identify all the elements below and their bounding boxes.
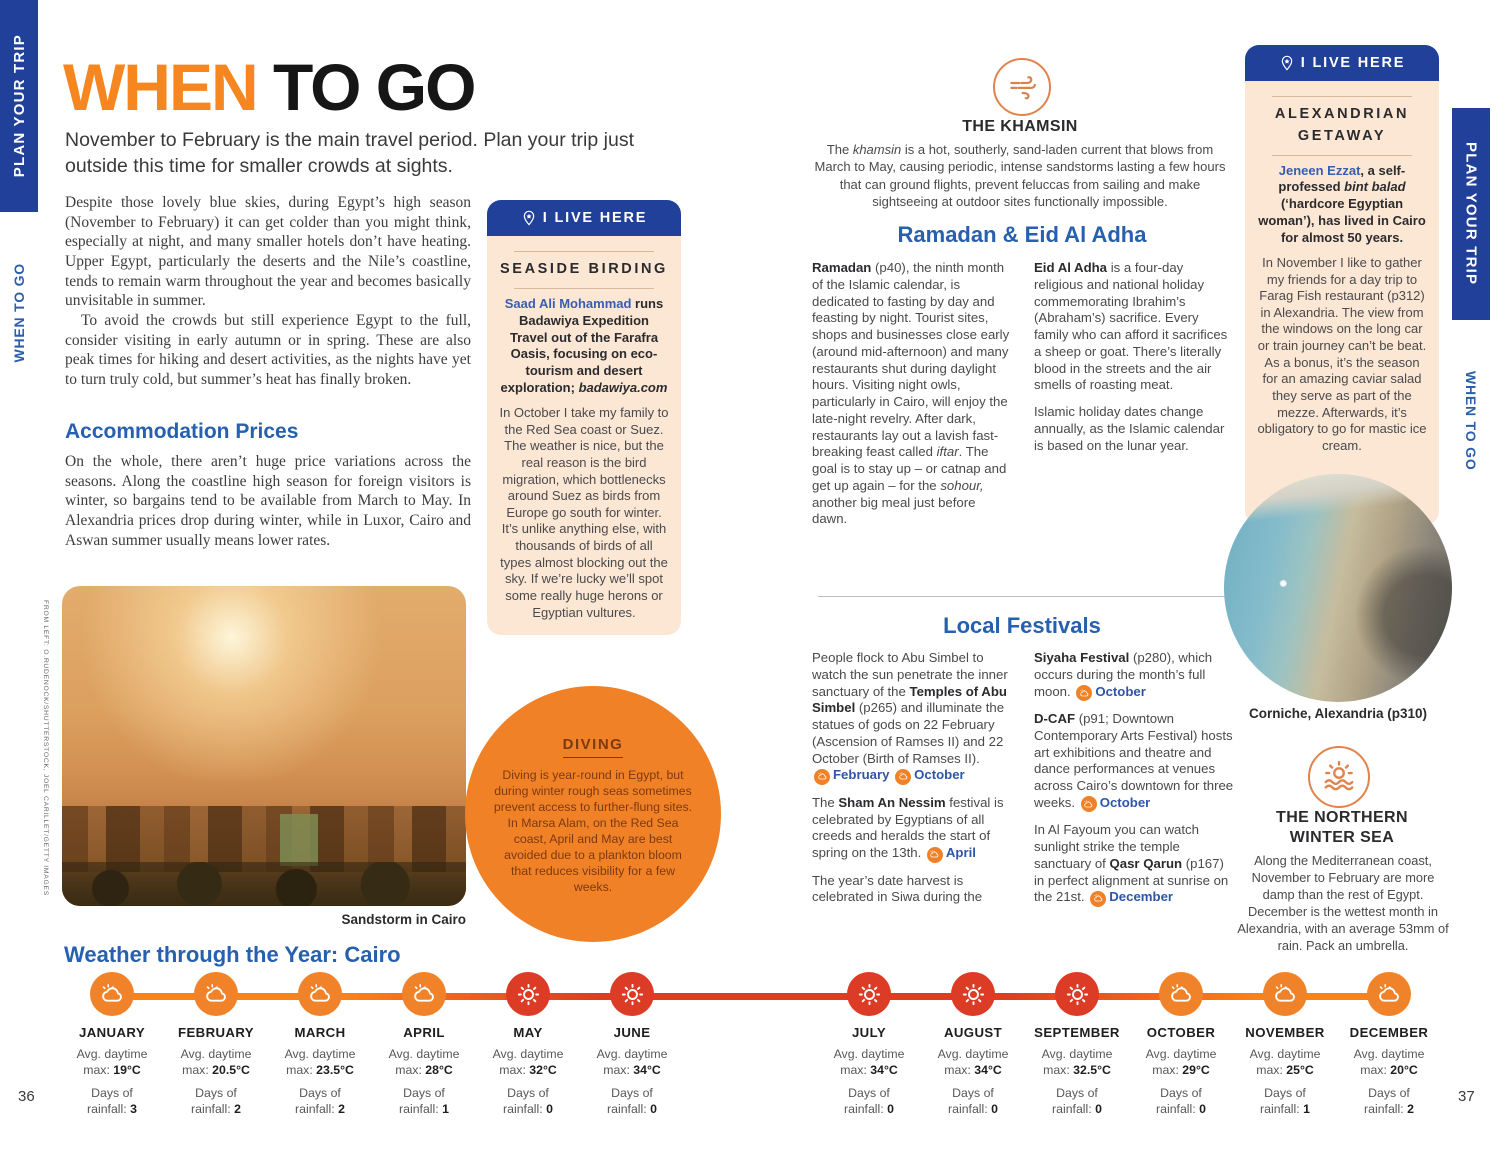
seaside-birding-title: SEASIDE BIRDING	[500, 261, 668, 277]
weather-month	[1129, 972, 1233, 1118]
divider	[1272, 155, 1411, 156]
weather-months-jul-dec	[817, 972, 1441, 1118]
weather-month	[921, 972, 1025, 1118]
ramadan-heading: Ramadan & Eid Al Adha	[897, 222, 1147, 247]
cloud-icon	[1159, 972, 1203, 1016]
diving-text: Diving is year-round in Egypt, but during winter rough seas sometimes prevent access to further-flung sites. In Marsa Alam, on the Red Sea coast, April and May are best avoided due to a plankton bloom that reduces visibility for a few weeks.	[493, 768, 693, 894]
month-badge-icon	[927, 847, 943, 863]
alexandrian-getaway-intro: Jeneen Ezzat, a self-professed bint balad (‘hardcore Egyptian woman’), has lived in Cairo for almost 50 years.	[1258, 162, 1426, 246]
festivals-heading: Local Festivals	[943, 613, 1101, 638]
page-number-left: 36	[18, 1088, 35, 1105]
accommodation-heading: Accommodation Prices	[65, 420, 299, 443]
month-name: APRIL	[403, 1025, 445, 1040]
cloud-icon	[298, 972, 342, 1016]
month-name: DECEMBER	[1349, 1025, 1429, 1040]
month-name: JULY	[851, 1025, 887, 1040]
paragraph: Eid Al Adha is a four-day religious and national holiday commemorating Ibrahim’s (Abraham’s) sacrifice. Every family who can afford it sacrifices a sheep or goat. There’s literally blood in the streets and the air smells of roasting meat.	[1034, 260, 1228, 393]
weather-month	[164, 972, 268, 1118]
sidebar-section-label: PLAN YOUR TRIP	[10, 34, 28, 178]
month-badge-icon	[1081, 796, 1097, 812]
weather-month	[1233, 972, 1337, 1118]
sandstorm-green-building	[280, 814, 318, 866]
weather-month	[817, 972, 921, 1118]
sun-icon	[847, 972, 891, 1016]
weather-heading: Weather through the Year: Cairo	[64, 942, 401, 967]
section-divider	[818, 596, 1226, 597]
month-rainfall: Days of rainfall: 2	[1364, 1085, 1414, 1116]
month-badge-icon	[895, 769, 911, 785]
month-name: OCTOBER	[1146, 1025, 1216, 1040]
month-badge-icon	[1076, 685, 1092, 701]
weather-month	[268, 972, 372, 1118]
sun-icon	[1055, 972, 1099, 1016]
month-rainfall: Days of rainfall: 0	[607, 1085, 657, 1116]
month-rainfall: Days of rainfall: 2	[295, 1085, 345, 1116]
month-max-temp: Avg. daytime max: 34°C	[937, 1047, 1009, 1077]
seaside-birding-intro: Saad Ali Mohammad runs Badawiya Expedition Travel out of the Farafra Oasis, focusing on eco-tourism and desert exploration; badawiya.com	[500, 295, 668, 396]
paragraph: Siyaha Festival (p280), which occurs during the month’s full moon. October	[1034, 650, 1234, 701]
month-max-temp: Avg. daytime max: 25°C	[1249, 1047, 1321, 1077]
month-max-temp: Avg. daytime max: 32°C	[492, 1047, 564, 1077]
intro-paragraph-1: Despite those lovely blue skies, during Egypt’s high season (November to February) it can get colder than you might think, especially at night, and many smaller hotels don’t have heating. Upper Egypt, particularly the deserts and the Nile’s coastline, tends to remain warm throughout the year and becomes basically unvisitable in summer.	[65, 194, 471, 310]
sidebar-chapter-label: WHEN TO GO	[11, 263, 27, 363]
sidebar-right-section	[1452, 108, 1490, 320]
month-rainfall: Days of rainfall: 1	[1260, 1085, 1310, 1116]
accommodation-body: On the whole, there aren’t huge price variations across the seasons. Along the coastline high season for foreign visitors is winter, so bargains tend to be available from March to May. In Alexandria prices drop during winter, while in Luxor, Cairo and Aswan summer usually means lower rates.	[65, 453, 471, 549]
weather-month	[1337, 972, 1441, 1118]
sun-icon	[610, 972, 654, 1016]
month-max-temp: Avg. daytime max: 34°C	[596, 1047, 668, 1077]
page-title	[63, 50, 475, 124]
month-badge: October	[1079, 795, 1151, 810]
diving-callout	[465, 686, 721, 942]
page-title-accent: WHEN	[63, 50, 257, 124]
sun-icon	[951, 972, 995, 1016]
month-name: JUNE	[613, 1025, 651, 1040]
month-rainfall: Days of rainfall: 0	[1156, 1085, 1206, 1116]
alexandrian-getaway-title: ALEXANDRIAN GETAWAY	[1274, 106, 1410, 144]
intro-paragraph-2: To avoid the crowds but still experience Egypt to the full, consider visiting in early autumn or in spring. These are also peak times for hiking and desert activities, as the nights have yet to turn truly cold, but summer’s heat has finally broken.	[65, 312, 471, 389]
month-name: MARCH	[294, 1025, 346, 1040]
alexandrian-getaway-box	[1245, 45, 1439, 525]
month-max-temp: Avg. daytime max: 34°C	[833, 1047, 905, 1077]
cloud-icon	[402, 972, 446, 1016]
winter-sea-text: Along the Mediterranean coast, November to February are more damp than the rest of Egypt. December is the wettest month in Alexandria, with an average 53mm of rain. Pack an umbrella.	[1237, 853, 1449, 954]
photo-credit-text: FROM LEFT: O.RUDENOCK/SHUTTERSTOCK, JOEL CARILLET/GETTY IMAGES	[42, 600, 49, 896]
sidebar-right-chapter	[1452, 336, 1490, 506]
month-max-temp: Avg. daytime max: 28°C	[388, 1047, 460, 1077]
month-max-temp: Avg. daytime max: 23.5°C	[284, 1047, 356, 1077]
alexandrian-getaway-body	[1245, 81, 1439, 525]
khamsin-heading: THE KHAMSIN	[962, 118, 1078, 135]
paragraph: In Al Fayoum you can watch sunlight strike the temple sanctuary of Qasr Qarun (p167) in perfect alignment at sunrise on the 21st. December	[1034, 822, 1234, 907]
month-rainfall: Days of rainfall: 3	[87, 1085, 137, 1116]
i-live-here-label: I LIVE HERE	[1300, 55, 1406, 71]
sun-icon	[506, 972, 550, 1016]
page-number-right: 37	[1458, 1088, 1475, 1105]
i-live-here-badge	[1245, 45, 1439, 81]
divider	[1272, 96, 1411, 97]
month-rainfall: Days of rainfall: 0	[948, 1085, 998, 1116]
weather-month	[1025, 972, 1129, 1118]
khamsin-text: The khamsin is a hot, southerly, sand-laden current that blows from March to May, causing periodic, intense sandstorms lasting a few hours that can ground flights, prevent feluccas from sailing and make sightseeing at outdoor sites functionally impossible.	[814, 142, 1226, 209]
month-max-temp: Avg. daytime max: 29°C	[1145, 1047, 1217, 1077]
i-live-here-badge	[487, 200, 681, 236]
paragraph: D-CAF (p91; Downtown Contemporary Arts Festival) hosts art exhibitions and theatre and dance performances at venues across Cairo’s downtown for three weeks. October	[1034, 711, 1234, 812]
sandstorm-caption: Sandstorm in Cairo	[341, 912, 466, 927]
festivals-column-1	[812, 650, 1012, 917]
paragraph: The year’s date harvest is celebrated in Siwa during the	[812, 872, 983, 905]
wind-icon	[993, 58, 1051, 116]
corniche-photo	[1224, 474, 1452, 702]
month-max-temp: Avg. daytime max: 20.5°C	[180, 1047, 252, 1077]
pin-star-icon	[521, 210, 537, 226]
month-rainfall: Days of rainfall: 0	[503, 1085, 553, 1116]
i-live-here-label: I LIVE HERE	[542, 210, 648, 226]
corniche-caption: Corniche, Alexandria (p310)	[1248, 706, 1428, 721]
ramadan-column-2	[1034, 260, 1234, 538]
month-name: FEBRUARY	[178, 1025, 254, 1040]
page-subtitle: November to February is the main travel period. Plan your trip just outside this time for smaller crowds at sights.	[65, 129, 634, 177]
sidebar-left-chapter	[0, 228, 38, 398]
photo-credit	[42, 590, 49, 906]
divider	[514, 288, 653, 289]
paragraph: The Sham An Nessim festival is celebrated by Egyptians of all creeds and heralds the start of spring on the 13th. April	[812, 795, 1012, 863]
festivals-columns	[812, 650, 1234, 917]
month-name: AUGUST	[943, 1025, 1003, 1040]
cloud-icon	[90, 972, 134, 1016]
sandstorm-photo	[62, 586, 466, 906]
sandstorm-trees	[62, 862, 466, 906]
paragraph: People flock to Abu Simbel to watch the sun penetrate the inner sanctuary of the Temples of Abu Simbel (p265) and illuminate the statues of gods on 22 February (Ascension of Ramses II) and 22 October (Birth of Ramses II). February October	[812, 650, 1012, 785]
month-max-temp: Avg. daytime max: 19°C	[76, 1047, 148, 1077]
month-rainfall: Days of rainfall: 1	[399, 1085, 449, 1116]
intro-paragraphs	[65, 193, 471, 390]
weather-months-jan-jun	[60, 972, 684, 1118]
seaside-birding-body	[487, 236, 681, 635]
month-badge: December	[1088, 889, 1173, 904]
weather-month	[372, 972, 476, 1118]
month-badge: October	[893, 767, 965, 782]
month-name: NOVEMBER	[1245, 1025, 1325, 1040]
month-max-temp: Avg. daytime max: 20°C	[1353, 1047, 1425, 1077]
sidebar-left-section	[0, 0, 38, 212]
diving-title: DIVING	[563, 736, 624, 758]
sidebar-section-label: PLAN YOUR TRIP	[1462, 142, 1480, 286]
month-name: MAY	[513, 1025, 543, 1040]
month-badge: February	[812, 767, 889, 782]
cloud-icon	[1367, 972, 1411, 1016]
month-badge-icon	[1090, 891, 1106, 907]
paragraph: Islamic holiday dates change annually, as the Islamic calendar is based on the lunar year.	[1034, 404, 1225, 453]
month-badge-icon	[814, 769, 830, 785]
weather-month	[60, 972, 164, 1118]
month-badge: April	[925, 845, 976, 860]
divider	[514, 251, 653, 252]
month-badge: October	[1074, 684, 1146, 699]
weather-month	[580, 972, 684, 1118]
pin-star-icon	[1279, 55, 1295, 71]
month-name: SEPTEMBER	[1034, 1025, 1120, 1040]
seaside-birding-text: In October I take my family to the Red Sea coast or Suez. The weather is nice, but the real reason is the bird migration, which bottlenecks around Suez as birds from Europe go south for winter. It’s unlike anything else, with thousands of birds of all types almost blocking out the sky. If we’re lucky we’ll spot some really huge herons or Egyptian vultures.	[499, 405, 669, 620]
winter-sea-heading: THE NORTHERN WINTER SEA	[1276, 809, 1408, 846]
cloud-icon	[194, 972, 238, 1016]
sidebar-chapter-label: WHEN TO GO	[1463, 371, 1479, 471]
paragraph: Ramadan (p40), the ninth month of the Islamic calendar, is dedicated to fasting by day and feasting by night. Tourist sites, shops and businesses close early (around mid-afternoon) and many restaurants shut during daylight hours. Visiting night owls, particularly in Cairo, will enjoy the late-night revelry. After dark, restaurants lay out a lavish fast-breaking feast called iftar. The goal is to stay up – or catnap and get up again – for the sohour, another big meal just before dawn.	[812, 260, 1010, 527]
month-max-temp: Avg. daytime max: 32.5°C	[1041, 1047, 1113, 1077]
ramadan-column-1	[812, 260, 1012, 538]
month-rainfall: Days of rainfall: 0	[1052, 1085, 1102, 1116]
month-name: JANUARY	[78, 1025, 146, 1040]
festivals-column-2	[1034, 650, 1234, 917]
sun-over-waves-icon	[1308, 746, 1370, 808]
alexandrian-getaway-text: In November I like to gather my friends for a day trip to Farag Fish restaurant (p312) in Alexandria. The view from the windows on the long car or train journey can’t be beat. As a bonus, it’s the season for an amazing caviar salad they serve as part of the mezze. Afterwards, it’s obligatory to go for mastic ice cream.	[1257, 254, 1427, 453]
seaside-birding-box	[487, 200, 681, 635]
ramadan-columns	[812, 260, 1234, 538]
month-rainfall: Days of rainfall: 0	[844, 1085, 894, 1116]
page-title-rest: TO GO	[256, 50, 475, 124]
month-rainfall: Days of rainfall: 2	[191, 1085, 241, 1116]
cloud-icon	[1263, 972, 1307, 1016]
weather-month	[476, 972, 580, 1118]
